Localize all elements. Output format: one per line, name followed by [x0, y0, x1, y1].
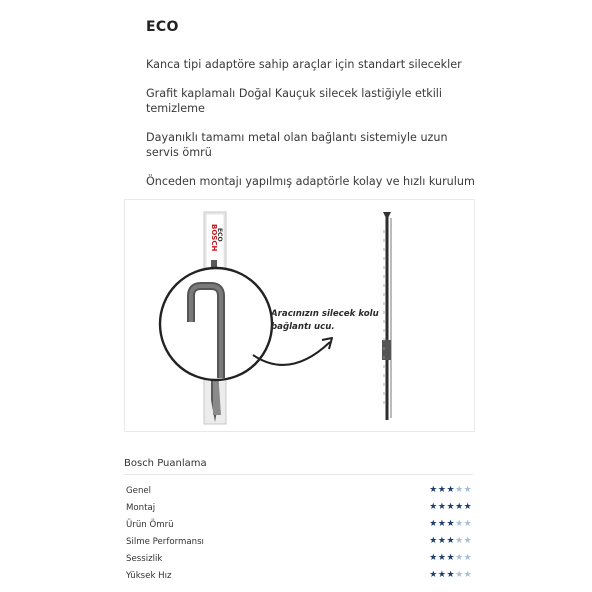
ratings-title: Bosch Puanlama [124, 458, 207, 469]
feature-list [146, 57, 476, 203]
star-filled-icon: ★ [429, 536, 438, 546]
star-empty-icon: ★ [455, 485, 464, 495]
star-filled-icon: ★ [463, 502, 472, 512]
ratings-divider [124, 474, 473, 475]
star-filled-icon: ★ [446, 553, 455, 563]
star-empty-icon: ★ [463, 536, 472, 546]
star-filled-icon: ★ [437, 519, 446, 529]
star-empty-icon: ★ [455, 519, 464, 529]
rating-label: Silme Performansı [126, 536, 204, 547]
rating-label: Ürün Ömrü [126, 519, 174, 530]
star-filled-icon: ★ [446, 570, 455, 580]
product-illustration [124, 199, 475, 432]
callout-text: Aracınızın silecek kolu bağlantı ucu. [271, 309, 379, 332]
star-filled-icon: ★ [429, 502, 438, 512]
rating-label: Yüksek Hız [126, 570, 172, 581]
star-rating [429, 520, 472, 529]
zoom-circle [160, 268, 272, 380]
star-filled-icon: ★ [446, 485, 455, 495]
model-label: ECO [216, 228, 223, 242]
star-rating [429, 537, 472, 546]
star-filled-icon: ★ [437, 502, 446, 512]
product-title: ECO [146, 19, 179, 35]
star-rating [429, 486, 472, 495]
star-empty-icon: ★ [463, 519, 472, 529]
star-filled-icon: ★ [429, 570, 438, 580]
rating-label: Montaj [126, 502, 156, 513]
feature-item: Önceden montajı yapılmış adaptörle kolay ve hızlı kurulum [146, 174, 475, 188]
rating-row [126, 550, 472, 567]
star-filled-icon: ★ [429, 519, 438, 529]
star-rating [429, 571, 472, 580]
star-filled-icon: ★ [455, 502, 464, 512]
star-filled-icon: ★ [437, 536, 446, 546]
rating-row [126, 499, 472, 516]
star-filled-icon: ★ [437, 485, 446, 495]
star-empty-icon: ★ [463, 553, 472, 563]
rating-label: Sessizlik [126, 553, 163, 564]
rating-row [126, 567, 472, 584]
star-filled-icon: ★ [437, 570, 446, 580]
star-rating [429, 554, 472, 563]
rating-row [126, 516, 472, 533]
star-empty-icon: ★ [455, 536, 464, 546]
rating-label: Genel [126, 485, 152, 496]
rating-row [126, 482, 472, 499]
ratings-table [126, 482, 472, 584]
star-filled-icon: ★ [446, 519, 455, 529]
brand-label: BOSCH [210, 224, 218, 252]
feature-item: Grafit kaplamalı Doğal Kauçuk silecek lastiğiyle etkili temizleme [146, 86, 443, 116]
star-empty-icon: ★ [455, 570, 464, 580]
star-filled-icon: ★ [446, 536, 455, 546]
star-filled-icon: ★ [429, 553, 438, 563]
star-empty-icon: ★ [463, 485, 472, 495]
feature-item: Dayanıklı tamamı metal olan bağlantı sistemiyle uzun servis ömrü [146, 130, 448, 160]
star-filled-icon: ★ [437, 553, 446, 563]
star-empty-icon: ★ [463, 570, 472, 580]
feature-item: Kanca tipi adaptöre sahip araçlar için standart silecekler [146, 58, 462, 71]
star-filled-icon: ★ [429, 485, 438, 495]
rating-row [126, 533, 472, 550]
star-empty-icon: ★ [455, 553, 464, 563]
star-rating [429, 503, 472, 512]
star-filled-icon: ★ [446, 502, 455, 512]
